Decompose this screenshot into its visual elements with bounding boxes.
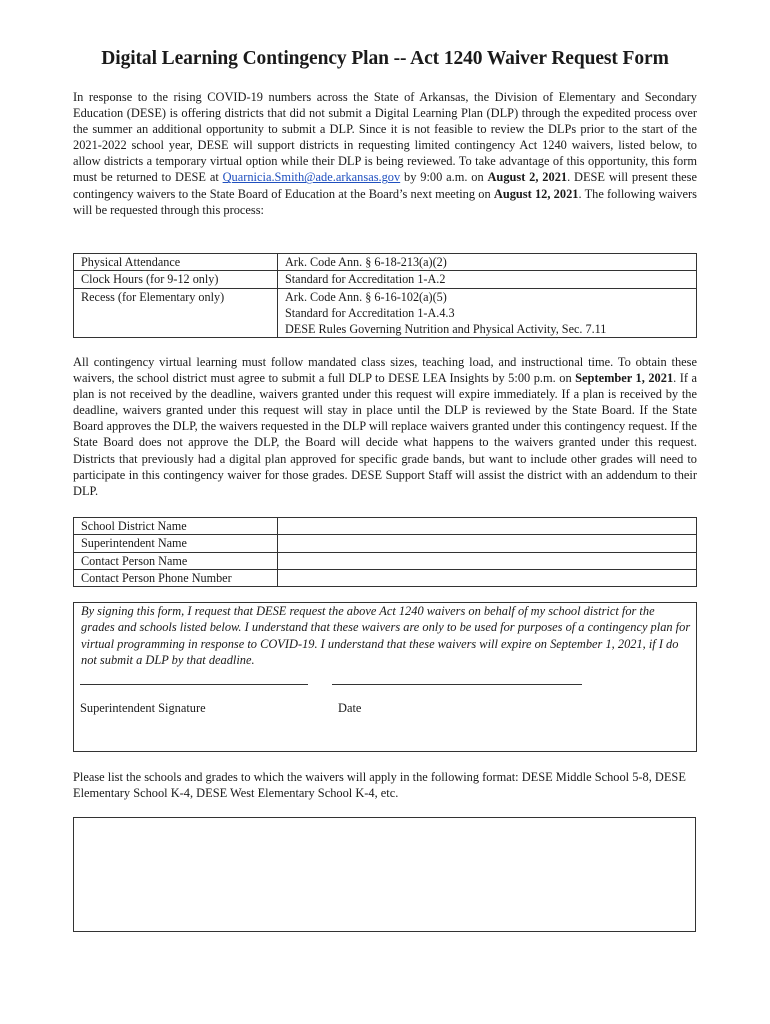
- waiver-references: [278, 288, 697, 338]
- email-link[interactable]: Quarnicia.Smith@ade.arkansas.gov: [222, 170, 401, 185]
- requirements-text: . If a plan is not received by the deadline, waivers granted under this request will expire immediately. If a plan is received by the deadline, waivers granted under this request will stay in place until the DLP is reviewed by the State Board. If the State Board approves the DLP, the waivers requested in the DLP will replace waivers granted under this contingency request. If the State Board does not approve the DLP, the Board will decide what happens to the waivers granted under this request. Districts that previously had a digital plan approved for specific grade bands, but want to include other grades will need to participate in this contingency waiver for those grades. DESE Support Staff will assist the district with an addendum to their DLP.: [73, 371, 697, 498]
- field-label: School District Name: [74, 518, 278, 535]
- certification-statement: By signing this form, I request that DESE request the above Act 1240 waivers on behalf of my school district for the grades and schools listed below. I understand that these waivers are only to be used for purposes of a contingency plan for virtual programming in response to COVID-19. I understand that these waivers will expire on September 1, 2021, if I do not submit a DLP by that deadline.: [81, 604, 691, 667]
- field-label: Contact Person Phone Number: [74, 569, 278, 586]
- district-info-table: [73, 517, 697, 587]
- signature-label: Superintendent Signature: [80, 701, 206, 715]
- waiver-reference: DESE Rules Governing Nutrition and Physical Activity, Sec. 7.11: [285, 322, 607, 337]
- field-label: Contact Person Name: [74, 552, 278, 569]
- info-row: [74, 569, 697, 586]
- return-deadline: August 2, 2021: [487, 170, 568, 185]
- waiver-name: Physical Attendance: [74, 254, 278, 271]
- waiver-reference: Standard for Accreditation 1-A.4.3: [285, 305, 455, 320]
- requirements-paragraph: [73, 354, 697, 499]
- waiver-reference: Standard for Accreditation 1-A.2: [278, 271, 697, 288]
- signature-statement-box: [73, 602, 697, 752]
- requirements-text: All contingency virtual learning must follow mandated class sizes, teaching load, and instructional time. To obtain these waivers, the school district must agree to submit a full DLP to DESE LEA Insights by 5:00 p.m. on: [73, 355, 697, 386]
- field-label: Superintendent Name: [74, 535, 278, 552]
- contact-phone-field[interactable]: [278, 569, 697, 586]
- info-row: [74, 535, 697, 552]
- date-label: Date: [338, 701, 362, 715]
- info-row: [74, 552, 697, 569]
- superintendent-signature-line[interactable]: [80, 684, 308, 685]
- waiver-row: [74, 271, 697, 288]
- date-line[interactable]: [332, 684, 582, 685]
- info-row: [74, 518, 697, 535]
- intro-text: In response to the rising COVID-19 numbers across the State of Arkansas, the Division of Elementary and Secondary Education (DESE) is offering districts that did not submit a Digital Learning Plan (DLP) through the expedited process over the summer an additional opportunity to submit a DLP. Since it is not feasible to review the DLPs prior to the start of the 2021-2022 school year, DESE will support districts in requesting limited contingency Act 1240 waivers, listed below, to allow districts a temporary virtual option while their DLP is being reviewed. To take advantage of this opportunity, this form must be returned to DESE at: [73, 90, 697, 185]
- dlp-deadline: September 1, 2021: [575, 371, 674, 386]
- waivers-table: [73, 253, 697, 338]
- schools-prompt: Please list the schools and grades to which the waivers will apply in the following format: DESE Middle School 5-8, DESE Elementary School K-4, DESE West Elementary School K-4, etc.: [73, 770, 686, 801]
- waiver-name: Clock Hours (for 9-12 only): [74, 271, 278, 288]
- waiver-reference: Ark. Code Ann. § 6-16-102(a)(5): [285, 289, 447, 304]
- board-meeting-date: August 12, 2021: [493, 186, 579, 201]
- intro-text: by 9:00 a.m. on: [400, 170, 488, 185]
- contact-person-name-field[interactable]: [278, 552, 697, 569]
- waiver-row: [74, 288, 697, 338]
- waiver-row: [74, 254, 697, 271]
- schools-grades-input-box[interactable]: [73, 817, 696, 932]
- school-district-name-field[interactable]: [278, 518, 697, 535]
- intro-paragraph: [73, 89, 697, 218]
- intro-text: . The following waivers will be requested through this process:: [73, 186, 697, 217]
- superintendent-name-field[interactable]: [278, 535, 697, 552]
- waiver-reference: Ark. Code Ann. § 6-18-213(a)(2): [278, 254, 697, 271]
- intro-text: . DESE will present these contingency waivers to the State Board of Education at the Board’s next meeting on: [73, 170, 697, 201]
- page-title: Digital Learning Contingency Plan -- Act 1240 Waiver Request Form: [101, 48, 669, 69]
- waiver-name: Recess (for Elementary only): [74, 288, 278, 338]
